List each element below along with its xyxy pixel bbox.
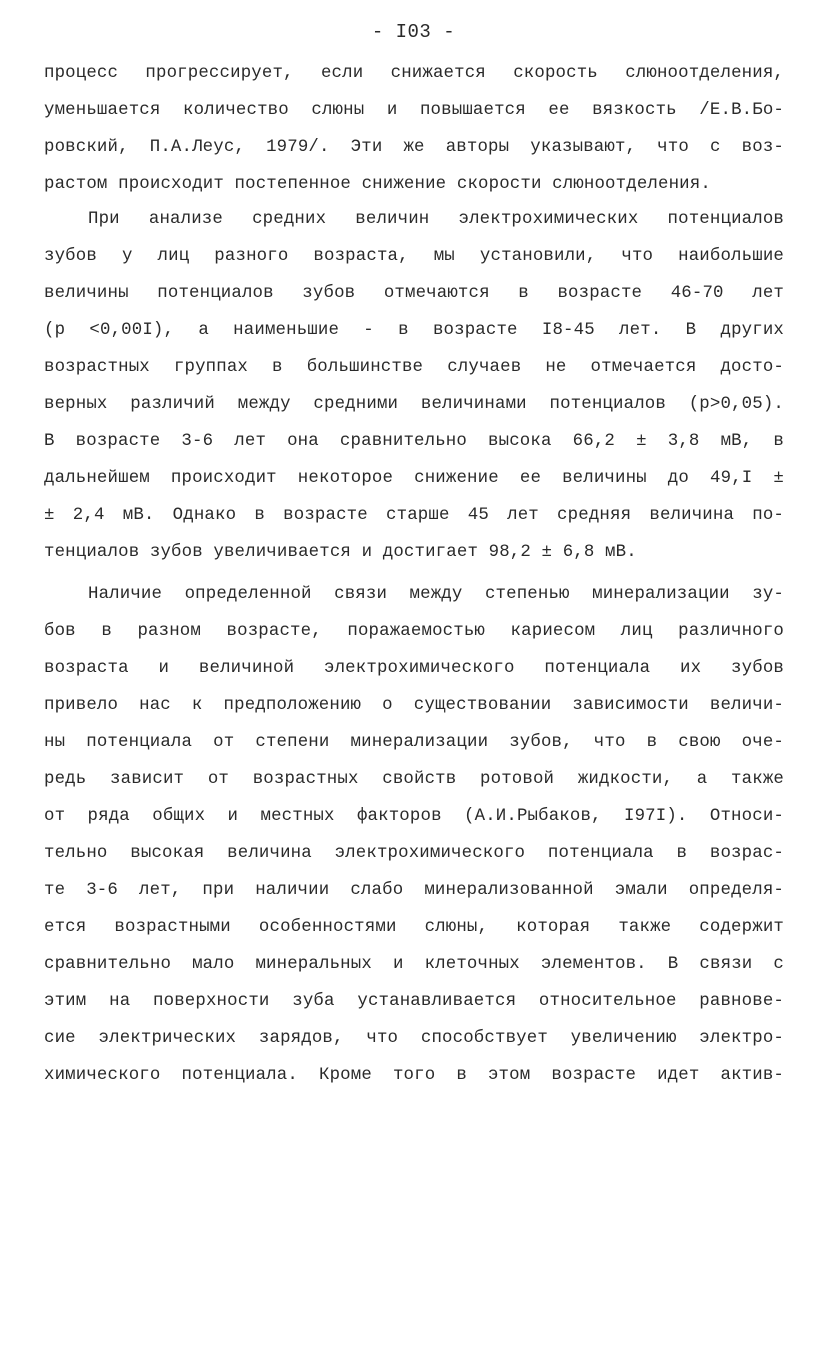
text-line: величины потенциалов зубов отмечаются в возрасте 46-70 лет [44, 284, 784, 303]
text-line: уменьшается количество слюны и повышается ее вязкость /Е.В.Бо- [44, 101, 784, 120]
text-line: возрастных группах в большинстве случаев не отмечается досто- [44, 358, 784, 377]
text-line: привело нас к предположению о существовании зависимости величи- [44, 696, 784, 715]
text-line: бов в разном возрасте, поражаемостью кариесом лиц различного [44, 622, 784, 641]
paragraph-1 [44, 55, 784, 203]
text-line: ны потенциала от степени минерализации зубов, что в свою оче- [44, 733, 784, 752]
text-line: растом происходит постепенное снижение скорости слюноотделения. [44, 175, 711, 194]
text-line: зубов у лиц разного возраста, мы установили, что наибольшие [44, 247, 784, 266]
text-line: редь зависит от возрастных свойств ротовой жидкости, а также [44, 770, 784, 789]
paragraph-2 [44, 201, 784, 571]
text-line: от ряда общих и местных факторов (А.И.Рыбаков, I97I). Относи- [44, 807, 784, 826]
text-line: тельно высокая величина электрохимического потенциала в возрас- [44, 844, 784, 863]
text-line: верных различий между средними величинами потенциалов (p>0,05). [44, 395, 784, 414]
text-line: ± 2,4 мВ. Однако в возрасте старше 45 лет средняя величина по- [44, 506, 784, 525]
text-line: В возрасте 3-6 лет она сравнительно высока 66,2 ± 3,8 мВ, в [44, 432, 784, 451]
text-line: химического потенциала. Кроме того в этом возрасте идет актив- [44, 1066, 784, 1085]
text-line: дальнейшем происходит некоторое снижение ее величины до 49,I ± [44, 469, 784, 488]
text-line: сравнительно мало минеральных и клеточных элементов. В связи с [44, 955, 784, 974]
text-line: те 3-6 лет, при наличии слабо минерализованной эмали определя- [44, 881, 784, 900]
text-line: При анализе средних величин электрохимических потенциалов [88, 210, 784, 229]
text-line: ется возрастными особенностями слюны, которая также содержит [44, 918, 784, 937]
paragraph-3 [44, 576, 784, 1094]
text-line: сие электрических зарядов, что способствует увеличению электро- [44, 1029, 784, 1048]
page-number: - I03 - [371, 21, 456, 43]
text-line: (p <0,00I), а наименьшие - в возрасте I8-45 лет. В других [44, 321, 784, 340]
text-line: возраста и величиной электрохимического потенциала их зубов [44, 659, 784, 678]
text-line: этим на поверхности зуба устанавливается относительное равнове- [44, 992, 784, 1011]
text-line: Наличие определенной связи между степенью минерализации зу- [88, 585, 784, 604]
text-line: процесс прогрессирует, если снижается скорость слюноотделения, [44, 64, 784, 83]
text-line: тенциалов зубов увеличивается и достигает 98,2 ± 6,8 мВ. [44, 543, 637, 562]
text-line: ровский, П.А.Леус, 1979/. Эти же авторы указывают, что с воз- [44, 138, 784, 157]
